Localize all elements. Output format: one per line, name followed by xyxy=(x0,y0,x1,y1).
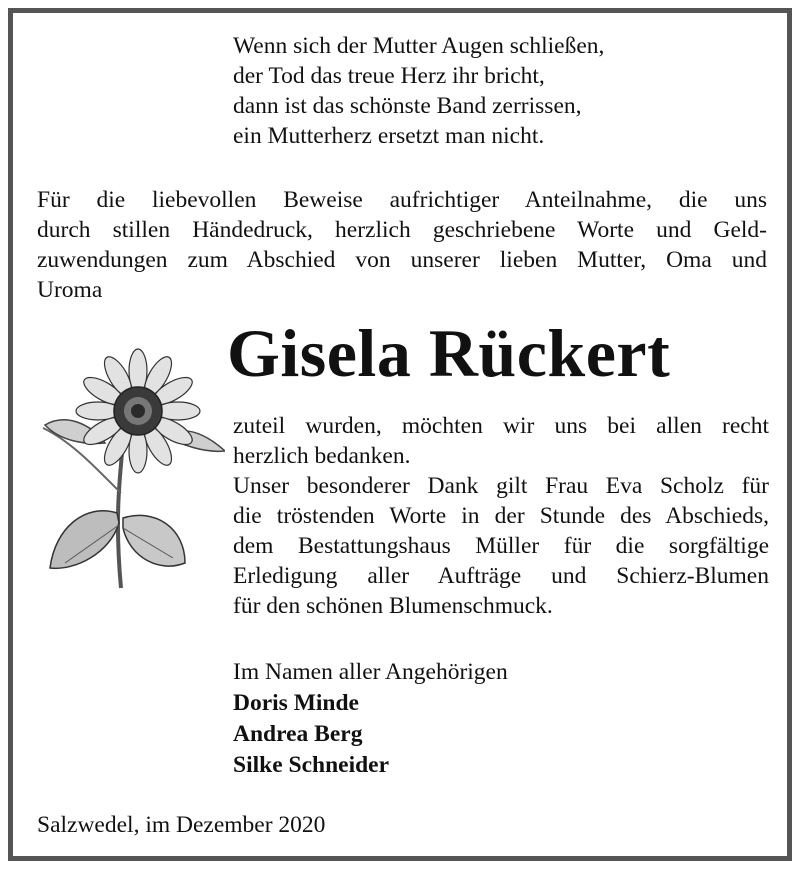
thanks-line: die tröstenden Worte in der Stunde des Abschieds, xyxy=(233,503,769,529)
poem-line: der Tod das treue Herz ihr bricht, xyxy=(233,63,545,89)
obituary-card xyxy=(8,8,792,861)
intro-line: durch stillen Händedruck, herzlich geschriebene Worte und Geld- xyxy=(37,217,767,243)
poem-line: dann ist das schönste Band zerrissen, xyxy=(233,93,582,119)
thanks-line: herzlich bedanken. xyxy=(233,443,411,469)
sunflower-icon xyxy=(35,343,225,593)
thanks-line: dem Bestattungshaus Müller für die sorgfältige xyxy=(233,533,769,559)
thanks-line: für den schönen Blumenschmuck. xyxy=(233,593,553,619)
poem-line: ein Mutterherz ersetzt man nicht. xyxy=(233,123,545,149)
thanks-line: zuteil wurden, möchten wir uns bei allen recht xyxy=(233,413,769,439)
intro-line: zuwendungen zum Abschied von unserer lieben Mutter, Oma und xyxy=(37,247,767,273)
thanks-line: Unser besonderer Dank gilt Frau Eva Scholz für xyxy=(233,473,769,499)
intro-line: Uroma xyxy=(37,277,103,303)
poem xyxy=(233,31,604,151)
poem-line: Wenn sich der Mutter Augen schließen, xyxy=(233,33,605,59)
signers-intro: Im Namen aller Angehörigen xyxy=(233,659,508,685)
signers-block xyxy=(233,657,508,781)
signer-name: Silke Schneider xyxy=(233,752,390,778)
deceased-name: Gisela Rückert xyxy=(227,315,671,391)
intro-line: Für die liebevollen Beweise aufrichtiger Anteilnahme, die uns xyxy=(37,187,767,213)
signer-name: Doris Minde xyxy=(233,690,359,716)
thanks-line: Erledigung aller Aufträge und Schierz-Blumen xyxy=(233,563,769,589)
signer-name: Andrea Berg xyxy=(233,721,363,747)
intro-paragraph xyxy=(37,185,767,305)
place-date: Salzwedel, im Dezember 2020 xyxy=(37,812,326,838)
thanks-paragraph xyxy=(233,411,769,621)
